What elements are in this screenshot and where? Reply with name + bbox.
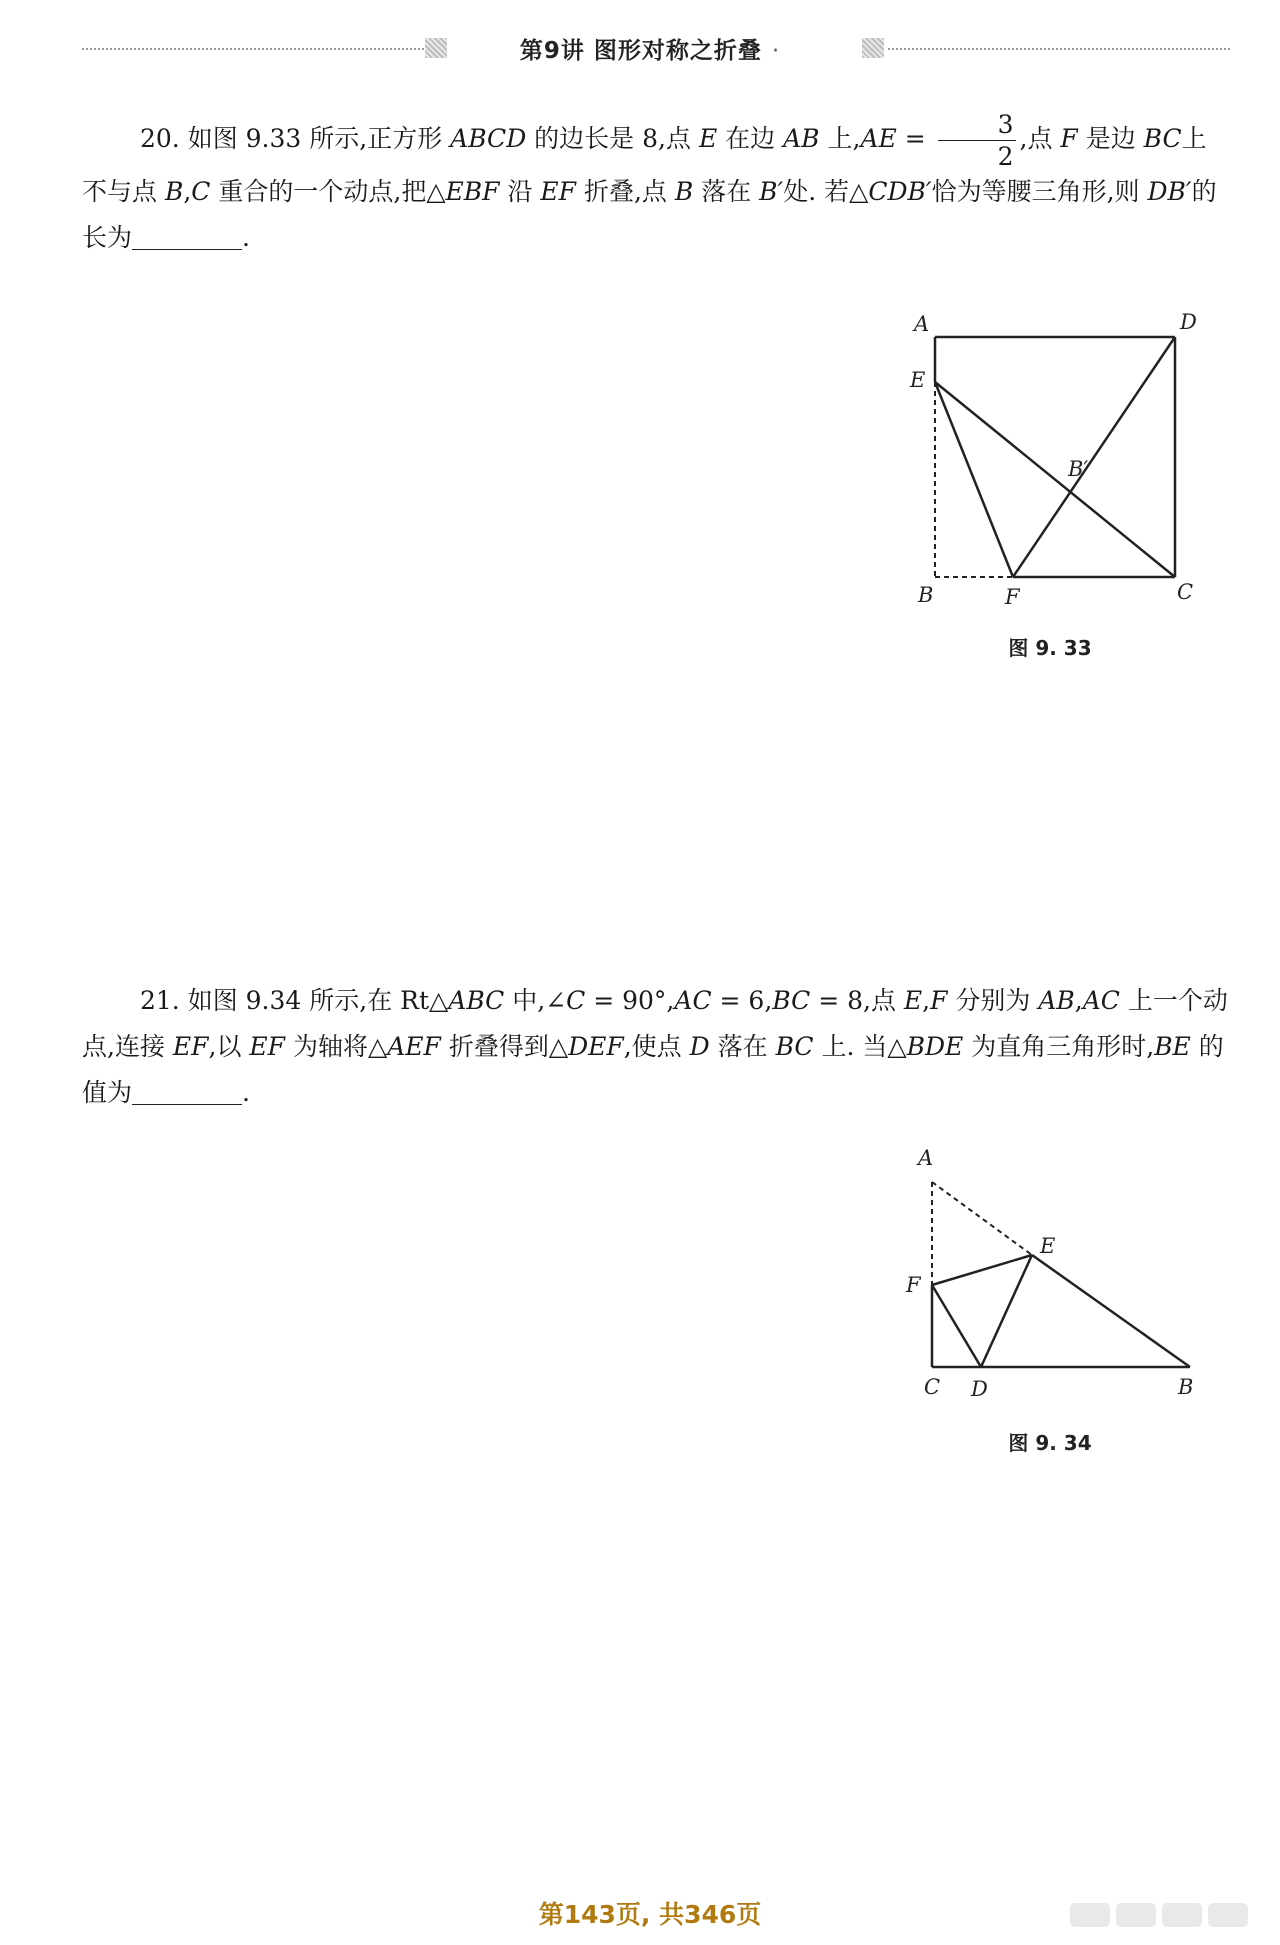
label-e: E [1040,1234,1056,1258]
math-var: BC [775,1032,814,1061]
text-run: 是边 [1077,124,1144,153]
text-run: . [242,1078,250,1107]
fraction-denominator: 2 [997,142,1014,171]
text-run: , [1074,986,1083,1015]
math-var: AE [860,124,897,153]
text-run: 折叠,点 [576,177,675,206]
segment-ef [935,382,1013,577]
text-run: ,使点 [623,1032,690,1061]
text-run: = 90°, [585,986,675,1015]
math-var: D [689,1032,710,1061]
text-run: 的值为 [82,1032,1224,1107]
text-run: 的长为 [82,177,1217,252]
text-run: = 6, [711,986,773,1015]
label-c: C [1177,580,1194,604]
math-var: B [674,177,694,206]
page-header [0,28,1280,68]
math-var: AC [1082,986,1120,1015]
page-footer [0,1895,1280,1945]
math-var: F [930,986,948,1015]
text-run: 落在 [693,177,760,206]
text-run: 上, [819,124,861,153]
problem-20-text [82,112,1230,261]
text-run: 折叠得到△ [440,1032,569,1061]
text-run: 上不与点 [82,124,1207,206]
segment-fd [1013,337,1175,577]
header-ornament-right [862,38,884,58]
nav-segment[interactable] [1116,1903,1156,1927]
text-run: △ [887,1032,907,1061]
label-c: C [924,1375,941,1399]
chapter-title-dot: · [771,38,781,64]
text-run: 20. 如图 9.33 所示,正方形 [140,124,451,153]
math-var: CDB′ [868,177,932,206]
math-var: E [698,124,718,153]
problem-21-text [82,978,1230,1116]
label-a: A [914,312,930,336]
segment-de [981,1255,1032,1367]
chapter-title-text: 第9讲 图形对称之折叠 [519,38,762,64]
math-var: E [903,986,923,1015]
text-run: 中,∠ [504,986,567,1015]
math-var: BE [1154,1032,1191,1061]
segment-ae-dashed [932,1182,1032,1255]
math-var: ABCD [450,124,527,153]
text-run: 为直角三角形时, [963,1032,1155,1061]
math-var: EBF [445,177,500,206]
text-run: 恰为等腰 [931,177,1032,206]
header-dotted-rule-left [82,48,424,50]
text-run: ,以 [208,1032,250,1061]
math-var: AC [674,986,712,1015]
math-var: EF [540,177,577,206]
text-run: 21. 如图 9.34 所示,在 Rt△ [140,986,449,1015]
figure-9-33-caption: 图 9. 33 [1008,636,1092,660]
problem-20 [82,112,1230,261]
figure-9-33 [890,295,1210,665]
math-var: AB [783,124,820,153]
text-run: 分别为 [947,986,1039,1015]
text-run: 的边长是 8,点 [526,124,699,153]
answer-blank[interactable] [132,1078,242,1105]
label-b: B [918,583,934,607]
segment-ec [935,382,1175,577]
label-d: D [971,1377,988,1401]
math-var: DB′ [1147,177,1192,206]
nav-segment[interactable] [1162,1903,1202,1927]
math-var: DEF [568,1032,624,1061]
text-run: 在边 [717,124,784,153]
header-dotted-rule-right [888,48,1230,50]
answer-blank[interactable] [132,223,242,250]
text-run: , [922,986,931,1015]
text-run: , [183,177,192,206]
math-var: C [566,986,586,1015]
nav-segment[interactable] [1070,1903,1110,1927]
label-b: B [1178,1375,1194,1399]
text-run: . [242,223,250,252]
header-ornament-left [425,38,447,58]
math-var: AEF [387,1032,441,1061]
text-run: 三角形,则 [1031,177,1148,206]
text-run: = [896,124,934,153]
math-var: B′ [759,177,784,206]
figure-9-33-svg [890,295,1210,665]
math-var: BC [772,986,811,1015]
text-run: 上一个动点,连接 [82,986,1228,1061]
text-run: 重合的一个动点,把△ [210,177,446,206]
text-run: 沿 [499,177,541,206]
text-run: 上. 当 [813,1032,888,1061]
math-var: ABC [448,986,505,1015]
figure-9-34 [890,1135,1210,1455]
segment-fe [932,1255,1032,1285]
label-e: E [910,368,926,392]
figure-9-34-svg [890,1135,1210,1455]
label-f: F [1005,585,1020,609]
math-var: B [164,177,184,206]
math-var: EF [172,1032,209,1061]
fraction-numerator: 3 [938,112,1016,141]
text-run: ,点 [1019,124,1061,153]
math-var: AB [1038,986,1075,1015]
text-run: 落在 [709,1032,776,1061]
edge-eb [1032,1255,1190,1367]
page-number: 第143页, 共346页 [538,1900,762,1929]
math-var: BC [1143,124,1182,153]
label-b-prime: B′ [1068,457,1089,481]
text-run: = 8,点 [810,986,904,1015]
label-f: F [906,1273,921,1297]
text-run: 处. 若△ [783,177,869,206]
problem-21 [82,978,1230,1116]
segment-fd [932,1285,981,1367]
label-d: D [1180,310,1197,334]
math-var: F [1060,124,1078,153]
nav-segment[interactable] [1208,1903,1248,1927]
label-a: A [918,1146,934,1170]
page-navigation-bar[interactable] [1070,1903,1260,1927]
figure-9-34-caption: 图 9. 34 [1008,1431,1092,1455]
math-var: BDE [906,1032,964,1061]
fraction-ae [938,112,1016,169]
text-run: 为轴将△ [285,1032,388,1061]
math-var: EF [249,1032,286,1061]
chapter-title [450,32,850,65]
math-var: C [191,177,211,206]
